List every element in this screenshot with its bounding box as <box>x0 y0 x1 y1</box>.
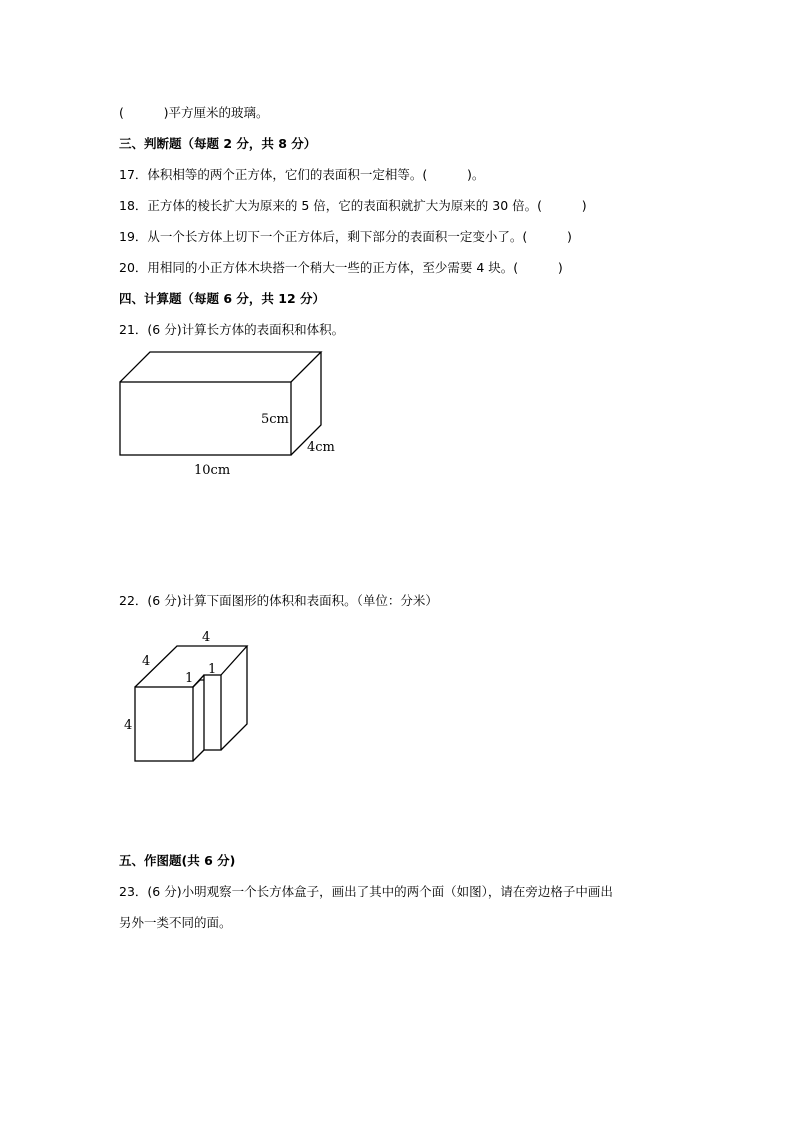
question-16-tail: ( )平方厘米的玻璃。 <box>119 105 269 120</box>
solid-notch-left-label: 1 <box>185 671 194 686</box>
question-22: 22．(6 分)计算下面图形的体积和表面积。（单位：分米） <box>119 593 438 608</box>
cuboid-height-label: 5cm <box>261 412 289 427</box>
solid-depth-label: 4 <box>142 654 151 669</box>
solid-back-edge <box>221 646 247 750</box>
cuboid-figure <box>110 345 350 485</box>
solid-front-right-strip <box>204 675 221 750</box>
section-5-heading: 五、作图题(共 6 分) <box>119 853 236 868</box>
solid-front-left-block <box>135 687 193 761</box>
cuboid-length-label: 10cm <box>194 463 231 478</box>
solid-notch-floor <box>193 750 204 761</box>
solid-notch-top <box>193 680 204 687</box>
solid-height-label: 4 <box>124 718 133 733</box>
section-4-heading: 四、计算题（每题 6 分，共 12 分） <box>119 291 326 306</box>
cuboid-top-face <box>120 352 321 382</box>
notched-solid-figure <box>115 625 255 770</box>
question-23-line-1: 23．(6 分)小明观察一个长方体盒子，画出了其中的两个面（如图），请在旁边格子中画出 <box>119 884 613 899</box>
solid-notch-right-label: 1 <box>208 662 217 677</box>
solid-top-label: 4 <box>202 630 211 645</box>
section-3-heading: 三、判断题（每题 2 分，共 8 分） <box>119 136 317 151</box>
question-21: 21．(6 分)计算长方体的表面积和体积。 <box>119 322 345 337</box>
cuboid-depth-label: 4cm <box>307 440 335 455</box>
question-18: 18．正方体的棱长扩大为原来的 5 倍，它的表面积就扩大为原来的 30 倍。( ) <box>119 198 587 213</box>
question-19: 19．从一个长方体上切下一个正方体后，剩下部分的表面积一定变小了。( ) <box>119 229 572 244</box>
question-20: 20．用相同的小正方体木块搭一个稍大一些的正方体，至少需要 4 块。( ) <box>119 260 563 275</box>
question-17: 17．体积相等的两个正方体，它们的表面积一定相等。( )。 <box>119 167 485 182</box>
question-23-line-2: 另外一类不同的面。 <box>119 915 232 930</box>
